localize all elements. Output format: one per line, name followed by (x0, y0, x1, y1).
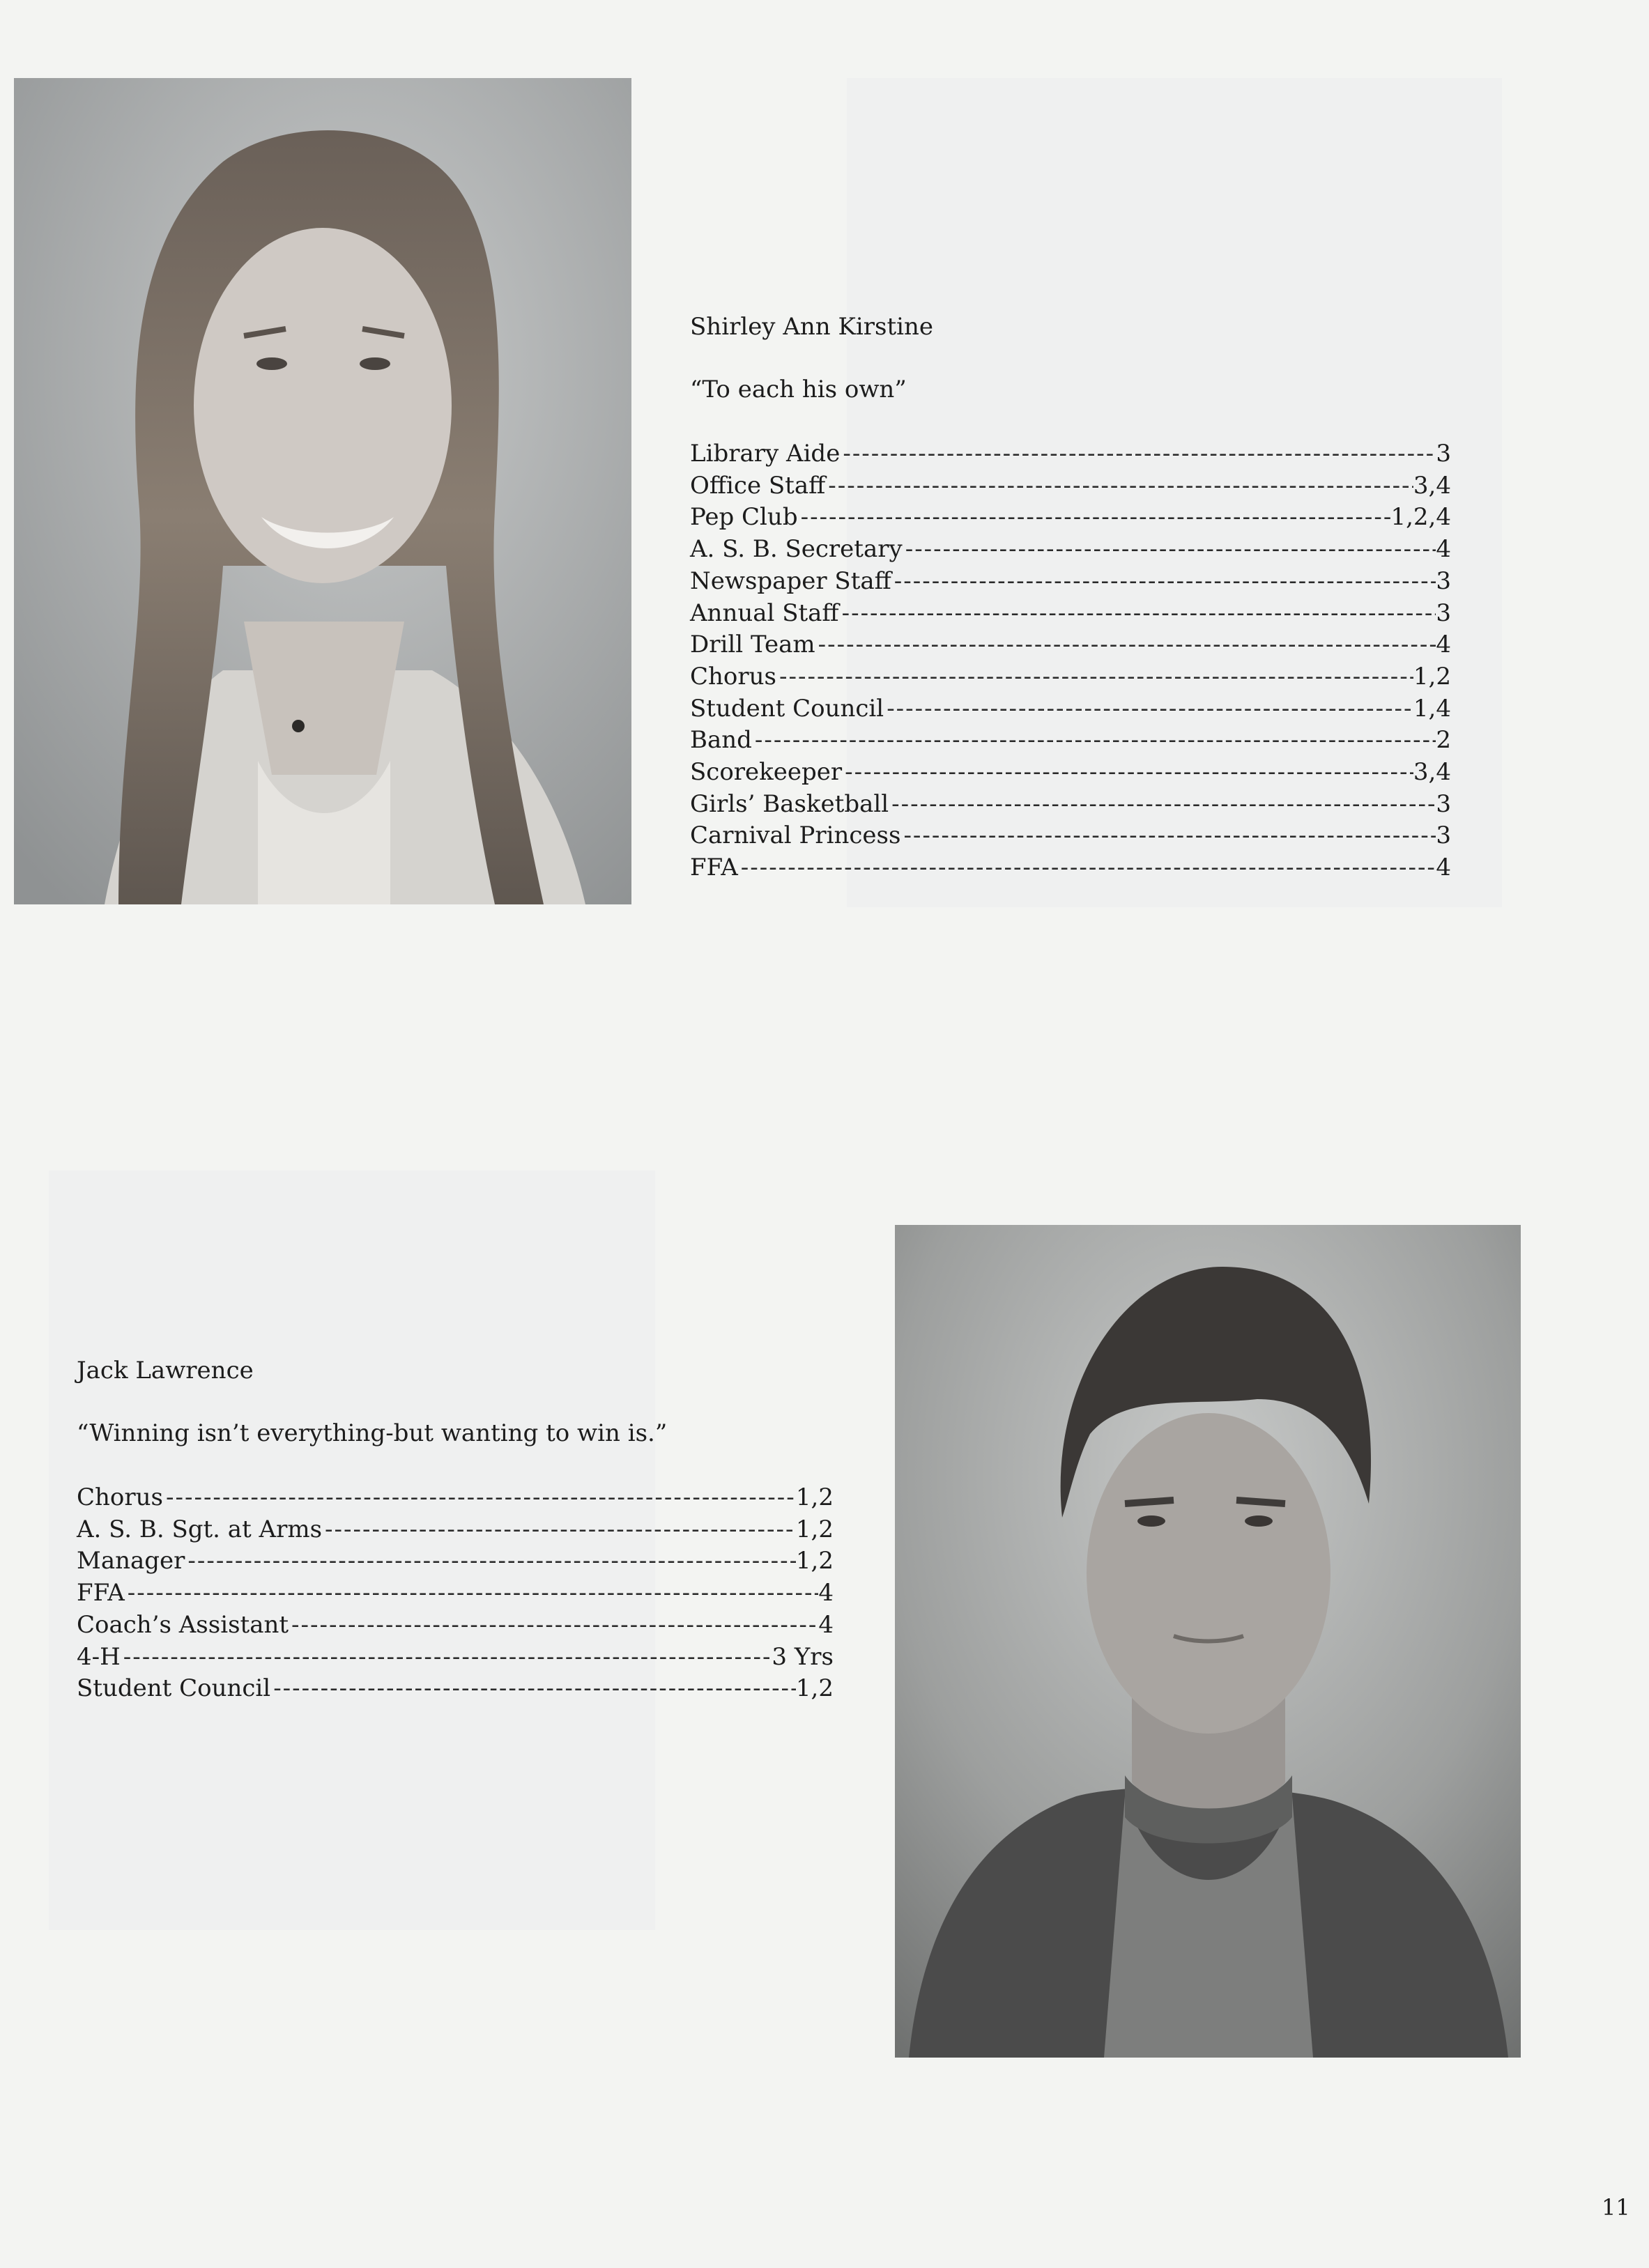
leader-dashes (752, 725, 1436, 757)
activity-row (690, 629, 1451, 661)
leader-dashes (891, 566, 1436, 598)
activity-years: 1,2,4 (1390, 503, 1451, 532)
leader-dashes (776, 661, 1413, 693)
leader-dashes (322, 1514, 796, 1546)
activity-row (690, 566, 1451, 598)
leader-dashes (121, 1642, 772, 1674)
activity-row (77, 1545, 834, 1577)
activity-years: 4 (818, 1579, 834, 1607)
activity-row (690, 693, 1451, 725)
student-entry-shirley (690, 311, 1451, 884)
activity-years: 3 (1436, 566, 1451, 595)
activity-row (690, 789, 1451, 821)
activity-label: Scorekeeper (690, 758, 843, 787)
leader-dashes (738, 852, 1436, 884)
activity-years: 1,2 (795, 1515, 834, 1543)
activity-years: 3,4 (1413, 471, 1451, 500)
activity-row (77, 1642, 834, 1674)
activity-label: Library Aide (690, 440, 841, 468)
activity-row (690, 502, 1451, 534)
activity-years: 2 (1436, 726, 1451, 755)
activity-row (690, 820, 1451, 852)
leader-dashes (825, 470, 1413, 502)
activity-label: Annual Staff (690, 599, 839, 627)
activity-row (690, 661, 1451, 693)
activity-label: Student Council (77, 1674, 271, 1703)
activity-row (690, 534, 1451, 566)
activity-years: 4 (1436, 535, 1451, 564)
leader-dashes (884, 693, 1413, 725)
leader-dashes (889, 789, 1436, 821)
leader-dashes (185, 1545, 796, 1577)
activity-label: Drill Team (690, 631, 815, 659)
activity-label: Carnival Princess (690, 821, 901, 850)
activity-years: 3,4 (1413, 758, 1451, 787)
activity-row (690, 852, 1451, 884)
student-name: Shirley Ann Kirstine (690, 313, 934, 341)
activity-years: 4 (1436, 631, 1451, 659)
activity-row (77, 1610, 834, 1642)
activity-label: Manager (77, 1547, 185, 1575)
activity-years: 1,2 (795, 1547, 834, 1575)
activity-years: 3 Yrs (772, 1642, 834, 1671)
activity-label: Chorus (77, 1483, 163, 1511)
activity-years: 3 (1436, 789, 1451, 818)
activity-years: 3 (1436, 599, 1451, 627)
activity-label: Girls’ Basketball (690, 789, 889, 818)
activity-label: Newspaper Staff (690, 566, 891, 595)
activity-label: A. S. B. Sgt. at Arms (77, 1515, 323, 1543)
activity-row (77, 1577, 834, 1610)
leader-dashes (125, 1577, 819, 1610)
activity-years: 1,2 (1413, 662, 1451, 691)
activity-label: FFA (690, 854, 738, 882)
activity-years: 3 (1436, 821, 1451, 850)
activity-years: 4 (1436, 854, 1451, 882)
activity-list (690, 438, 1451, 884)
student-entry-jack (77, 1355, 834, 1705)
activity-label: FFA (77, 1579, 125, 1607)
activity-row (690, 470, 1451, 502)
activity-row (77, 1673, 834, 1705)
activity-label: Band (690, 726, 752, 755)
student-quote: “Winning isn’t everything-but wanting to win is.” (77, 1419, 668, 1447)
activity-list (77, 1482, 834, 1705)
activity-label: 4-H (77, 1642, 121, 1671)
activity-row (690, 598, 1451, 630)
activity-label: Chorus (690, 662, 776, 691)
activity-row (690, 725, 1451, 757)
activity-label: Coach’s Assistant (77, 1610, 289, 1639)
leader-dashes (270, 1673, 796, 1705)
activity-years: 3 (1436, 440, 1451, 468)
portrait-jack (895, 1225, 1521, 2058)
activity-row (77, 1482, 834, 1514)
student-name: Jack Lawrence (77, 1357, 254, 1384)
activity-years: 1,2 (795, 1483, 834, 1511)
portrait-shirley (14, 78, 631, 904)
leader-dashes (798, 502, 1391, 534)
activity-row (690, 757, 1451, 789)
activity-years: 1,2 (795, 1674, 834, 1703)
page-number: 11 (1602, 2194, 1630, 2221)
activity-label: Student Council (690, 694, 884, 723)
leader-dashes (840, 438, 1436, 470)
student-quote: “To each his own” (690, 376, 907, 403)
activity-row (77, 1514, 834, 1546)
activity-label: Pep Club (690, 503, 798, 532)
activity-row (690, 438, 1451, 470)
activity-years: 1,4 (1413, 694, 1451, 723)
leader-dashes (163, 1482, 796, 1514)
activity-label: A. S. B. Secretary (690, 535, 903, 564)
activity-label: Office Staff (690, 471, 826, 500)
leader-dashes (815, 629, 1436, 661)
leader-dashes (900, 820, 1436, 852)
activity-years: 4 (818, 1610, 834, 1639)
leader-dashes (839, 598, 1436, 630)
leader-dashes (903, 534, 1436, 566)
leader-dashes (289, 1610, 818, 1642)
leader-dashes (842, 757, 1413, 789)
